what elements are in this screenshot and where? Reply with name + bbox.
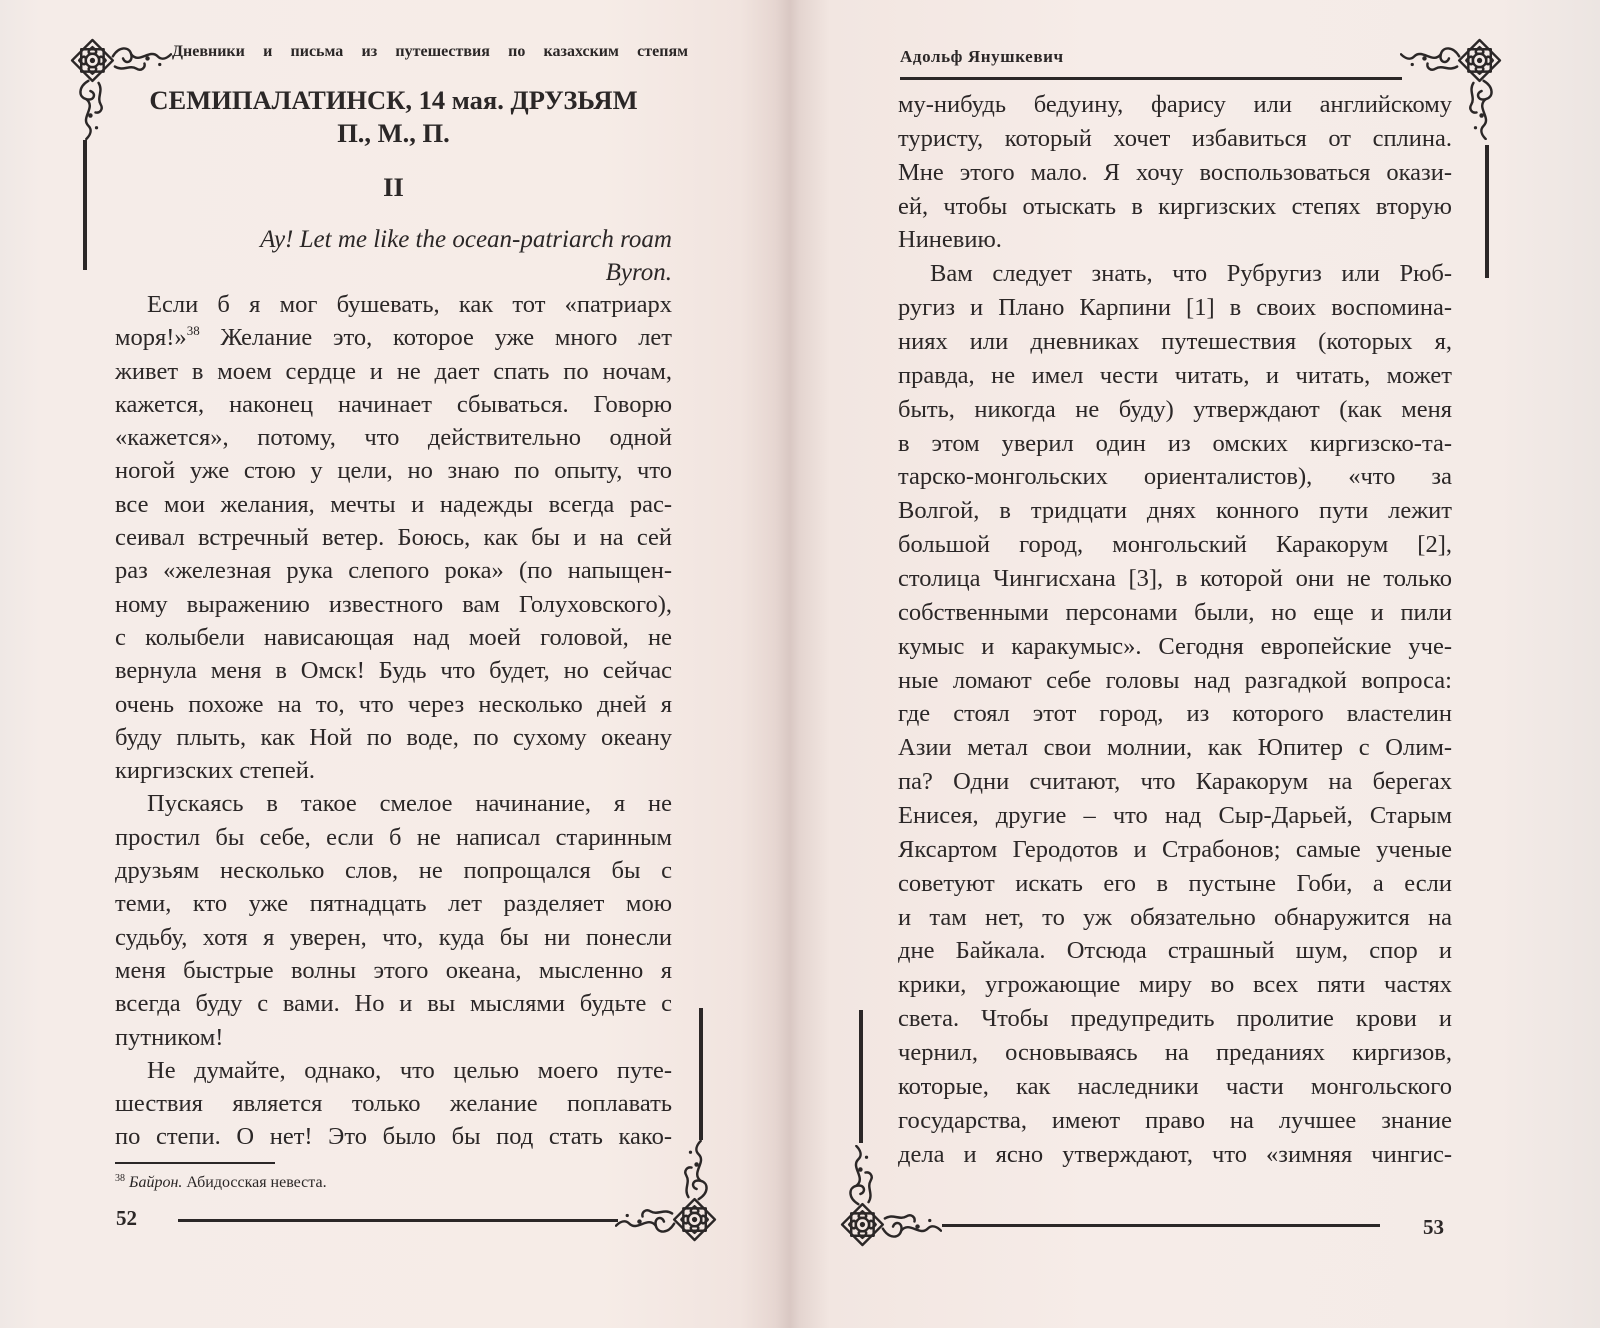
text-line	[115, 688, 672, 721]
line-text: всегда буду с вами. Но и вы мыслями будьте с	[115, 990, 672, 1018]
line-text: Волгой, в тридцати днях конного пути лежит	[898, 497, 1452, 525]
line-text: столица Чингисхана [3], в которой они не только	[898, 565, 1452, 593]
corner-ornament-icon	[615, 1140, 717, 1242]
line-text: Ниневию.	[898, 226, 1002, 254]
text-line	[115, 554, 672, 587]
footer-rule	[178, 1219, 618, 1222]
line-text: света. Чтобы предупредить пролитие крови и	[898, 1005, 1452, 1033]
text-line	[898, 1138, 1452, 1172]
text-line	[898, 1036, 1452, 1070]
line-text: ниях или дневниках путешествия (которых я,	[898, 328, 1452, 356]
text-line	[115, 454, 672, 487]
line-text: «кажется», потому, что действительно одной	[115, 424, 672, 452]
line-text: ные ломают себе головы над разгадкой вопроса:	[898, 666, 1452, 694]
line-text: меня быстрые волны этого океана, мысленно я	[115, 956, 672, 984]
text-line	[115, 921, 672, 954]
text-line	[898, 1070, 1452, 1104]
text-line	[898, 833, 1452, 867]
chapter-title: СЕМИПАЛАТИНСК, 14 мая. ДРУЗЬЯМ	[149, 85, 638, 115]
line-text: чернил, основываясь на преданиях киргизов,	[898, 1039, 1452, 1067]
decorative-vertical-rule	[859, 1010, 863, 1143]
text-line	[115, 1120, 672, 1153]
line-text: туристу, который хочет избавиться от сплина.	[898, 124, 1452, 152]
line-text: по степи. О нет! Это было бы под стать како-	[115, 1123, 672, 1151]
text-line	[898, 562, 1452, 596]
corner-ornament-icon	[840, 1145, 942, 1247]
header-rule	[900, 77, 1402, 80]
text-line	[898, 122, 1452, 156]
text-line	[115, 355, 672, 388]
line-text: судьбу, хотя я уверен, что, куда бы ни понесли	[115, 923, 672, 951]
chapter-title-addressees: П., М., П.	[337, 118, 450, 148]
line-text: дела и ясно утверждают, что «зимняя чингис-	[898, 1140, 1452, 1168]
text-line	[115, 1054, 672, 1087]
text-line	[898, 1002, 1452, 1036]
line-text: друзьям несколько слов, не попрощался бы с	[115, 857, 672, 885]
decorative-vertical-rule	[1485, 145, 1489, 278]
text-line	[898, 664, 1452, 698]
running-head: Адольф Янушкевич	[900, 47, 1064, 66]
text-line	[898, 968, 1452, 1002]
text-line	[115, 421, 672, 454]
page-number: 52	[116, 1206, 137, 1230]
line-text: все мои желания, мечты и надежды всегда рас-	[115, 490, 672, 518]
line-text: живет в моем сердце и не дает спать по ночам,	[115, 357, 672, 385]
line-text: правда, не имел чести читать, и читать, может	[898, 361, 1452, 389]
line-text: советуют искать его в пустыне Гоби, а если	[898, 869, 1452, 897]
text-line	[898, 325, 1452, 359]
line-text: шествия является только желание поплавать	[115, 1090, 672, 1118]
footnote-separator	[115, 1162, 275, 1164]
line-text: ругиз и Плано Карпини [1] в своих воспомина-	[898, 294, 1452, 322]
line-text: киргизских степей.	[115, 757, 316, 785]
text-line	[115, 321, 672, 354]
line-text: ногой уже стою у цели, но знаю по опыту, что	[115, 457, 672, 485]
line-text: государства, имеют право на лучшее знание	[898, 1106, 1452, 1134]
line-text: большой город, монгольский Каракорум [2],	[898, 531, 1452, 559]
line-text: Не думайте, однако, что целью моего путе-	[147, 1056, 672, 1084]
text-line	[115, 1021, 672, 1054]
text-line	[898, 799, 1452, 833]
line-text: в этом уверил один из омских киргизско-та-	[898, 429, 1452, 457]
text-line	[115, 654, 672, 687]
line-text: крики, угрожающие миру во всех пяти частях	[898, 971, 1452, 999]
footnote-marker: 38	[115, 1173, 125, 1184]
section-number: II	[383, 172, 404, 202]
line-text: па? Одни считают, что Каракорум на берегах	[898, 768, 1452, 796]
line-text: Азии метал свои молнии, как Юпитер с Олим-	[898, 734, 1452, 762]
right-page-body	[898, 88, 1452, 1172]
line-text: кумыс и каракумыс». Сегодня европейские уче-	[898, 632, 1452, 660]
line-text: быть, никогда не буду) утверждают (как меня	[898, 395, 1452, 423]
text-line	[115, 621, 672, 654]
line-text: и там нет, то уж обязательно обнаружится на	[898, 903, 1452, 931]
text-line	[115, 887, 672, 920]
epigraph-attribution: Byron.	[605, 259, 672, 286]
footer-rule	[942, 1224, 1380, 1227]
footnote-author: Байрон.	[129, 1174, 183, 1191]
line-text: вернула меня в Омск! Будь что будет, но сейчас	[115, 657, 672, 685]
line-text: Пускаясь в такое смелое начинание, я не	[147, 790, 672, 818]
text-line	[115, 1087, 672, 1120]
text-line	[898, 528, 1452, 562]
text-line	[898, 630, 1452, 664]
text-line	[115, 488, 672, 521]
text-line	[898, 190, 1452, 224]
text-line	[898, 494, 1452, 528]
line-text: дне Байкала. Отсюда страшный шум, спор и	[898, 937, 1452, 965]
left-page-body	[115, 288, 672, 1154]
line-text: буду плыть, как Ной по воде, по сухому океану	[115, 723, 672, 751]
text-line	[898, 596, 1452, 630]
text-line	[898, 765, 1452, 799]
text-line	[115, 987, 672, 1020]
line-text: сеивал встречный ветер. Боюсь, как бы и на сей	[115, 524, 672, 552]
text-line	[115, 821, 672, 854]
text-line	[898, 359, 1452, 393]
line-text: Яксартом Геродотов и Страбонов; самые ученые	[898, 835, 1452, 863]
line-text: простил бы себе, если б не написал старинным	[115, 823, 672, 851]
line-text: Желание это, которое уже много лет	[199, 324, 672, 352]
text-line	[115, 721, 672, 754]
text-line	[115, 288, 672, 321]
text-line	[115, 954, 672, 987]
line-text: собственными персонами были, но еще и пили	[898, 598, 1452, 626]
text-line	[898, 1104, 1452, 1138]
text-line	[898, 901, 1452, 935]
left-page	[0, 0, 792, 1328]
line-text: кажется, наконец начинает сбываться. Говорю	[115, 390, 672, 418]
line-text: моря!»	[115, 324, 187, 352]
line-text: ей, чтобы отыскать в киргизских степях вторую	[898, 192, 1452, 220]
text-line	[898, 460, 1452, 494]
text-line	[898, 731, 1452, 765]
right-page	[792, 0, 1600, 1328]
line-text: Енисея, другие – что над Сыр-Дарьей, Старым	[898, 802, 1452, 830]
decorative-vertical-rule	[83, 140, 87, 270]
line-text: Мне этого мало. Я хочу воспользоваться окази-	[898, 158, 1452, 186]
text-line	[115, 588, 672, 621]
running-head: Дневники и письма из путешествия по казахским степям	[172, 43, 688, 60]
line-text: очень похоже на то, что через несколько дней я	[115, 690, 672, 718]
page-number: 53	[1423, 1215, 1444, 1239]
decorative-vertical-rule	[699, 1008, 703, 1140]
text-line	[898, 291, 1452, 325]
text-line	[115, 388, 672, 421]
text-line	[898, 934, 1452, 968]
line-text: теми, кто уже пятнадцать лет разделяет мою	[115, 890, 672, 918]
line-text: му-нибудь бедуину, фарису или английскому	[898, 91, 1452, 118]
text-line	[898, 257, 1452, 291]
text-line	[898, 697, 1452, 731]
line-text: ному выражению известного вам Голуховского),	[115, 590, 672, 618]
line-text: которые, как наследники части монгольского	[898, 1072, 1452, 1100]
text-line	[898, 156, 1452, 190]
text-line	[898, 867, 1452, 901]
line-text: тарско-монгольских ориенталистов), «что за	[898, 463, 1452, 491]
footnote	[115, 1173, 327, 1193]
line-text: Если б я мог бушевать, как тот «патриарх	[147, 291, 672, 318]
text-line	[115, 787, 672, 820]
footnote-text: Абидосская невеста.	[182, 1174, 327, 1191]
text-line	[898, 223, 1452, 257]
epigraph: Ay! Let me like the ocean-patriarch roam	[260, 226, 672, 253]
text-line	[115, 521, 672, 554]
line-text: с колыбели нависающая над моей головой, не	[115, 623, 672, 651]
text-line	[898, 393, 1452, 427]
line-text: Вам следует знать, что Рубругиз или Рюб-	[930, 260, 1452, 288]
text-line	[898, 88, 1452, 122]
footnote-reference: 38	[186, 323, 200, 339]
line-text: путником!	[115, 1023, 224, 1051]
line-text: раз «железная рука слепого рока» (по напыщен-	[115, 557, 672, 585]
text-line	[115, 854, 672, 887]
line-text: где стоял этот город, из которого властелин	[898, 700, 1452, 728]
text-line	[898, 427, 1452, 461]
text-line	[115, 754, 672, 787]
